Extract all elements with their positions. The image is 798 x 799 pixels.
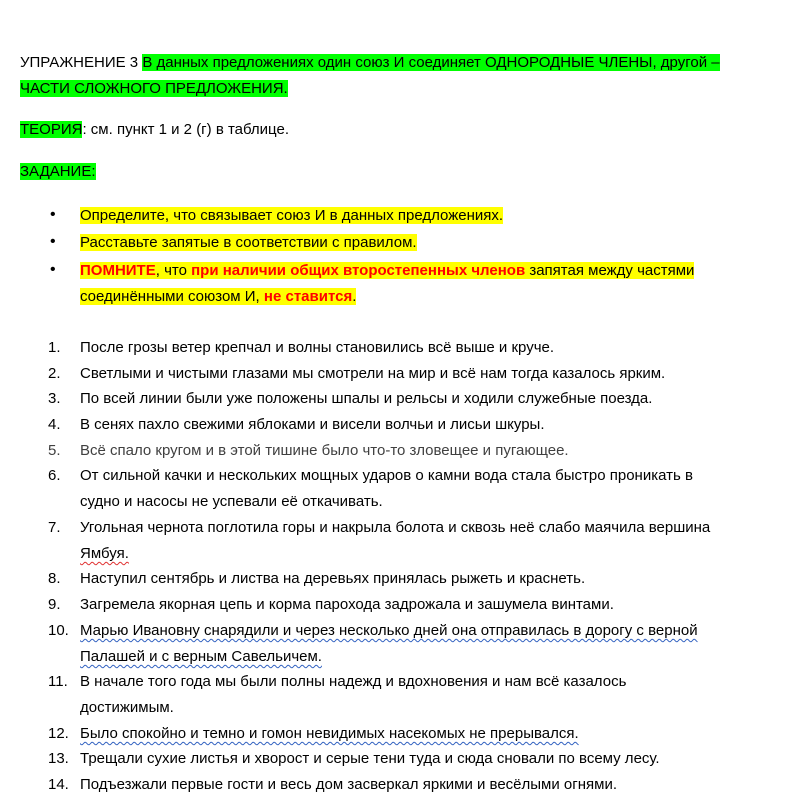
bullet-3-not-placed: не ставится bbox=[263, 288, 353, 305]
theory-line bbox=[20, 119, 289, 140]
sentence-11-line-1: В начале того года мы были полны надежд и вдохновения и нам всё казалось bbox=[80, 673, 627, 690]
bullet-item-3-line-2 bbox=[80, 284, 356, 310]
exercise-label: УПРАЖНЕНИЕ 3 bbox=[20, 54, 139, 71]
exercise-instruction-2: ЧАСТИ СЛОЖНОГО ПРЕДЛОЖЕНИЯ. bbox=[20, 80, 288, 97]
sentence-5: Всё спало кругом и в этой тишине было что-то зловещее и пугающее. bbox=[80, 442, 569, 459]
exercise-instruction-1: В данных предложениях один союз И соединяет ОДНОРОДНЫЕ ЧЛЕНЫ, другой – bbox=[142, 54, 720, 71]
bullet-item-3-line-1 bbox=[80, 258, 694, 284]
sentence-8: Наступил сентябрь и листва на деревьях принялась рыжеть и краснеть. bbox=[80, 570, 586, 587]
sentence-12-text: Было спокойно и темно и гомон невидимых насекомых не прерывался. bbox=[80, 725, 579, 742]
sentence-10-line-1 bbox=[80, 618, 698, 644]
sentence-3: По всей линии были уже положены шпалы и рельсы и ходили служебные поезда. bbox=[80, 390, 653, 407]
bullet-dot-2: • bbox=[50, 233, 56, 250]
sentence-number-5: 5. bbox=[48, 442, 61, 459]
exercise-heading-line-1 bbox=[20, 52, 720, 73]
sentence-2: Светлыми и чистыми глазами мы смотрели на мир и всё нам тогда казалось ярким. bbox=[80, 365, 666, 382]
bullet-dot-3: • bbox=[50, 261, 56, 278]
theory-label: ТЕОРИЯ bbox=[20, 121, 83, 138]
sentence-6-line-1: От сильной качки и нескольких мощных ударов о камни вода стала быстро проникать в bbox=[80, 467, 693, 484]
bullet-3-text-c: соединёнными союзом И, bbox=[80, 288, 264, 305]
task-label: ЗАДАНИЕ: bbox=[20, 163, 96, 180]
bullet-3-text-a: , что bbox=[155, 262, 192, 279]
sentence-11-line-2: достижимым. bbox=[80, 699, 174, 716]
sentence-number-14: 14. bbox=[48, 776, 69, 793]
sentence-number-7: 7. bbox=[48, 519, 61, 536]
bullet-item-2 bbox=[80, 230, 417, 256]
sentence-number-1: 1. bbox=[48, 339, 61, 356]
bullet-3-period: . bbox=[352, 288, 357, 305]
bullet-text-2: Расставьте запятые в соответствии с правилом. bbox=[80, 234, 417, 251]
sentence-number-10: 10. bbox=[48, 622, 69, 639]
sentence-10-line-2-text: Палашей и с верным Савельичем. bbox=[80, 648, 322, 665]
sentence-4: В сенях пахло свежими яблоками и висели волчьи и лисьи шкуры. bbox=[80, 416, 545, 433]
sentence-1: После грозы ветер крепчал и волны становились всё выше и круче. bbox=[80, 339, 555, 356]
sentence-12 bbox=[80, 721, 579, 747]
sentence-9: Загремела якорная цепь и корма парохода задрожала и зашумела винтами. bbox=[80, 596, 614, 613]
sentence-number-2: 2. bbox=[48, 365, 61, 382]
sentence-10-line-1-text: Марью Ивановну снарядили и через несколько дней она отправилась в дорогу с верной bbox=[80, 622, 698, 639]
exercise-heading-line-2 bbox=[20, 78, 288, 99]
remember-label: ПОМНИТЕ bbox=[80, 262, 156, 279]
sentence-10-line-2 bbox=[80, 644, 322, 670]
sentence-number-4: 4. bbox=[48, 416, 61, 433]
sentence-6-line-2: судно и насосы не успевали её откачивать. bbox=[80, 493, 383, 510]
sentence-14: Подъезжали первые гости и весь дом засверкал яркими и весёлыми огнями. bbox=[80, 776, 617, 793]
sentence-number-12: 12. bbox=[48, 725, 69, 742]
sentence-7-line-2 bbox=[80, 541, 129, 567]
sentence-13: Трещали сухие листья и хворост и серые тени туда и сюда сновали по всему лесу. bbox=[80, 750, 660, 767]
theory-text: : см. пункт 1 и 2 (г) в таблице. bbox=[82, 121, 289, 138]
sentence-number-13: 13. bbox=[48, 750, 69, 767]
sentence-7-line-1: Угольная чернота поглотила горы и накрыла болота и сквозь неё слабо маячила вершина bbox=[80, 519, 711, 536]
bullet-text-1: Определите, что связывает союз И в данных предложениях. bbox=[80, 207, 504, 224]
sentence-7-word-yambuya: Ямбуя. bbox=[80, 545, 129, 562]
sentence-number-6: 6. bbox=[48, 467, 61, 484]
task-line bbox=[20, 161, 96, 182]
sentence-number-11: 11. bbox=[48, 673, 68, 690]
sentence-number-3: 3. bbox=[48, 390, 61, 407]
sentence-number-8: 8. bbox=[48, 570, 61, 587]
bullet-3-emphasis: при наличии общих второстепенных членов bbox=[191, 262, 526, 279]
bullet-item-1 bbox=[80, 203, 503, 229]
bullet-3-text-b: запятая между частями bbox=[525, 262, 695, 279]
bullet-dot-1: • bbox=[50, 206, 56, 223]
sentence-number-9: 9. bbox=[48, 596, 61, 613]
